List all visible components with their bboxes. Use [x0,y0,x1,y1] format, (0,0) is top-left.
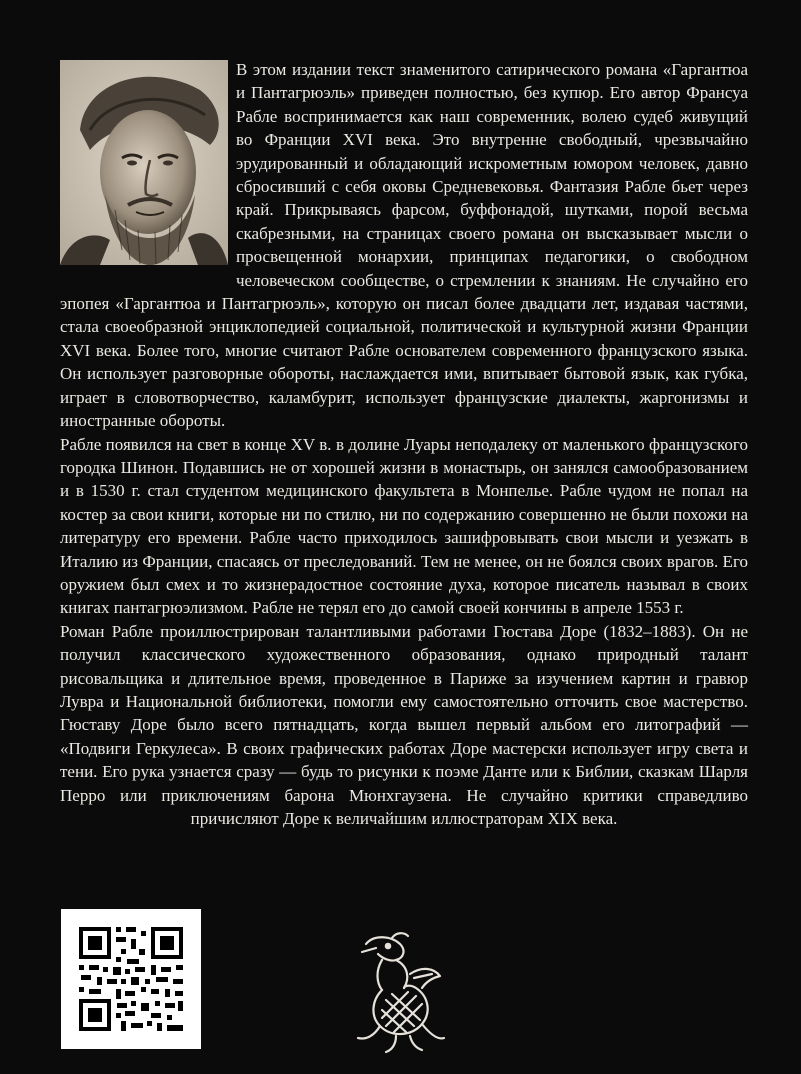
paragraph-rabelais-novel: В этом издании текст знаменитого сатирического романа «Гаргантюа и Пантагрюэль» приведен полностью, без купюр. Его автор Франсуа Рабле воспринимается как наш современник, волею судеб живущий во Франции XVI века. Это внутренне свободный, чрезвычайно эрудированный и обладающий искрометным юмором человек, давно сбросивший с себя оковы Средневековья. Фантазия Рабле бьет через край. Прикрываясь фарсом, буффонадой, шутками, порой весьма скабрезными, на страницах своего романа он высказывает мысли о просвещенной монархии, принципах педагогики, о свободном человеческом сообществе, о стремлении к знаниям. Не случайно его эпопея «Гаргантюа и Пантагрюэль», которую он писал более двадцати лет, издавая частями, стала своеобразной энциклопедией социальной, политической и культурной жизни Франции XVI века. Более того, многие считают Рабле основателем современного французского языка. Он использует разговорные обороты, наслаждается ими, впитывает бытовой язык, как губка, играет в словотворчество, каламбурит, использует французские диалекты, жаргонизмы и иностранные обороты. [60,60,748,431]
paragraph-dore-illustrations: Роман Рабле проиллюстрирован талантливыми работами Гюстава Доре (1832–1883). Он не получил классического художественного образования, однако природный талант рисовальщика и длительное время, проведенное в Париже за изучением картин и гравюр Лувра и Национальной библиотеки, помогли ему самостоятельно отточить свое мастерство. Гюставу Доре было всего пятнадцать, когда вышел первый альбом его литографий — «Подвиги Геркулеса». В своих графических работах Доре мастерски использует игру света и тени. Его рука узнается сразу — будь то рисунки к поэме Данте или к Библии, сказкам Шарля Перро или приключениям барона Мюнхгаузена. Не случайно критики справедливо причисляют Доре к величайшим иллюстраторам XIX века. [60,621,748,828]
description-text [60,58,748,830]
qr-code [61,909,201,1049]
paragraph-rabelais-biography: Рабле появился на свет в конце XV в. в долине Луары неподалеку от маленького французского городка Шинон. Подавшись не от хорошей жизни в монастырь, он занялся самообразованием и в 1530 г. стал студентом медицинского факультета в Монпелье. Рабле чудом не попал на костер за свои книги, которые ни по стилю, ни по содержанию совершенно не были похожи на литературу его времени. Рабле часто приходилось зашифровывать свои мысли и уезжать в Италию из Франции, спасаясь от преследований. Тем не менее, он не боялся своих врагов. Его оружием был смех и то жизнерадостное состояние духа, которое писатель называл в своих книгах пантагрюэлизмом. Рабле не терял его до самой своей кончины в апреле 1553 г. [60,434,748,618]
publisher-logo [352,930,448,1055]
qr-code-image [61,909,201,1049]
dragon-emblem-icon [352,930,448,1055]
